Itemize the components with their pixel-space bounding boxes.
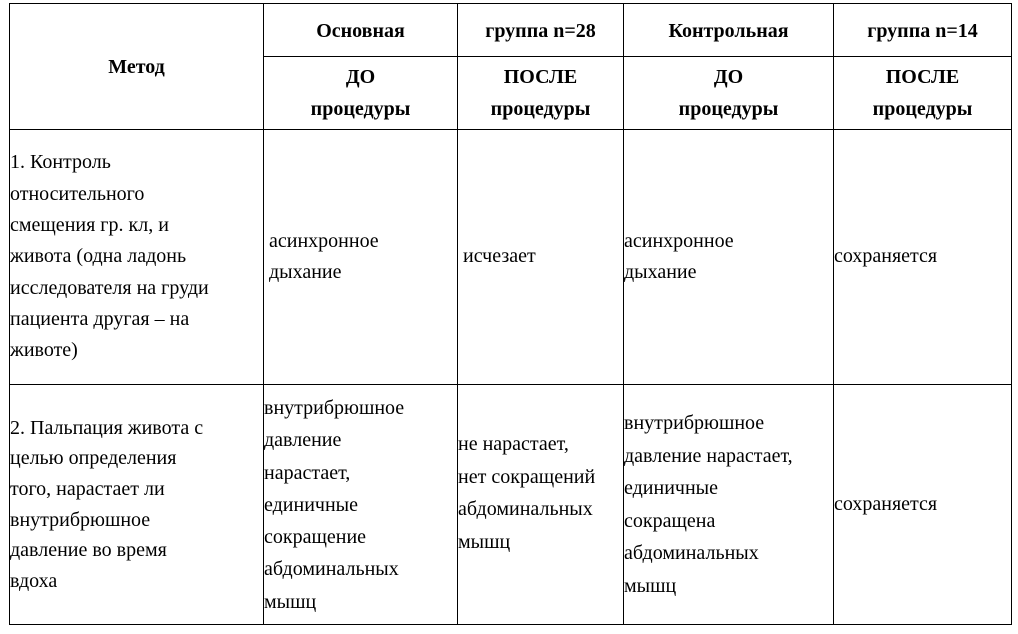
control-group-n-header (834, 4, 1012, 57)
cell-line: сокращена (624, 509, 716, 532)
control-after-header (834, 57, 1012, 130)
method-cell (10, 385, 264, 625)
method-line: относительного (10, 182, 145, 205)
cell-line: абдоминальных (264, 558, 399, 581)
main-before-cell (264, 385, 458, 625)
main-after-header (458, 57, 624, 130)
method-line: внутрибрюшное (10, 508, 151, 531)
main-after-cell (458, 385, 624, 625)
table-row (10, 130, 1012, 385)
control-before-header (624, 57, 834, 130)
cell-line: нарастает, (264, 461, 351, 484)
main-before-line2: процедуры (310, 98, 411, 120)
method-line: 2. Пальпация живота с (10, 416, 204, 439)
main-group-n: группа n=28 (485, 20, 596, 42)
cell-line: дыхание (624, 261, 697, 283)
cell-line: абдоминальных (624, 542, 759, 564)
main-before-line1: ДО (345, 66, 376, 88)
main-after-cell (458, 130, 624, 385)
control-before-cell (624, 385, 834, 625)
main-before-header (264, 57, 458, 130)
cell-line: дыхание (269, 261, 342, 283)
cell-line: асинхронное (269, 229, 379, 252)
method-header-label: Метод (108, 55, 165, 78)
control-after-line2: процедуры (872, 98, 973, 120)
cell-line: сохраняется (834, 245, 938, 268)
control-after-cell (834, 385, 1012, 625)
method-header (10, 4, 264, 130)
control-after-cell (834, 130, 1012, 385)
cell-line: внутрибрюшное (624, 412, 765, 434)
method-line: того, нарастает ли (10, 477, 165, 500)
cell-line: внутрибрюшное (264, 397, 405, 419)
cell-line: давление (264, 429, 342, 452)
control-group-n: группа n=14 (867, 20, 978, 42)
method-line: исследователя на груди (10, 276, 209, 299)
cell-line: единичные (624, 477, 718, 499)
main-group-n-header (458, 4, 624, 57)
cell-line: единичные (264, 493, 358, 516)
main-group-header (264, 4, 458, 57)
cell-line: не нарастает, (458, 433, 569, 455)
method-line: смещения гр. кл, и (10, 214, 169, 237)
method-line: 1. Контроль (10, 151, 111, 174)
method-line: живота (одна ладонь (10, 245, 187, 268)
method-line: целью определения (10, 447, 177, 470)
control-group-label: Контрольная (668, 20, 789, 42)
cell-line: мышц (458, 530, 511, 553)
control-after-line1: ПОСЛЕ (885, 66, 960, 88)
main-group-label: Основная (316, 20, 405, 42)
cell-line: асинхронное (624, 229, 734, 252)
cell-line: мышц (264, 590, 317, 613)
main-before-cell (264, 130, 458, 385)
method-line: давление во время (10, 539, 167, 562)
comparison-table (9, 3, 1012, 625)
cell-line: исчезает (463, 245, 536, 268)
underlined-comma: , (148, 214, 154, 237)
method-line: пациента другая – на (10, 307, 190, 330)
method-line: вдоха (10, 569, 58, 592)
header-row-groups (10, 4, 1012, 57)
method-cell (10, 130, 264, 385)
control-before-line2: процедуры (678, 98, 779, 120)
main-after-line2: процедуры (490, 98, 591, 120)
cell-line: абдоминальных (458, 498, 593, 520)
control-before-cell (624, 130, 834, 385)
cell-line: мышц (624, 574, 677, 597)
cell-line: нет сокращений (458, 465, 596, 488)
cell-line: сокращение (264, 526, 367, 549)
method-line: животе) (10, 339, 78, 362)
cell-line: сохраняется (834, 492, 938, 515)
table-row (10, 385, 1012, 625)
control-group-header (624, 4, 834, 57)
main-after-line1: ПОСЛЕ (503, 66, 578, 88)
cell-line: давление нарастает, (624, 444, 793, 467)
control-before-line1: ДО (713, 66, 744, 88)
